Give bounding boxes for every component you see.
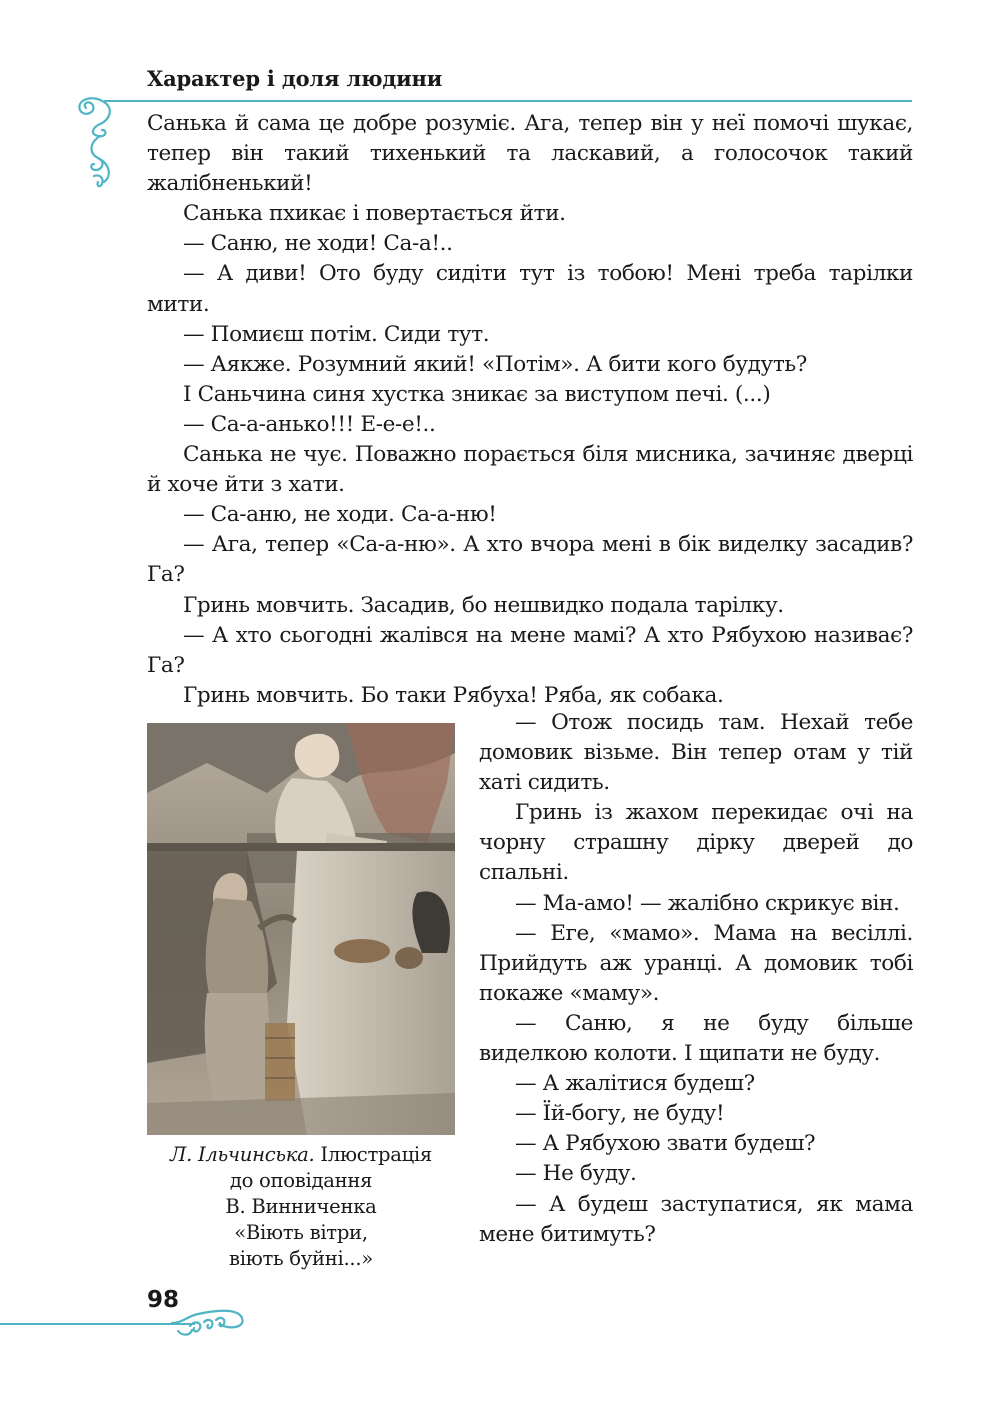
- paragraph: — А будеш заступатися, як мама мене битимуть?: [479, 1191, 913, 1247]
- paragraph: — А жалітися будеш?: [515, 1071, 755, 1097]
- paragraph: — А Рябухою звати будеш?: [515, 1131, 816, 1157]
- paragraph: — Помиєш потім. Сиди тут.: [183, 321, 490, 347]
- paragraph: — Саню, я не буду більше виделкою колоти. І щипати не буду.: [479, 1010, 913, 1067]
- paragraph: І Саньчина синя хустка зникає за виступом печі. (...): [183, 381, 771, 407]
- swirl-ornament-icon: [70, 90, 130, 200]
- paragraph: — Са-а-анько!!! Е-е-е!..: [183, 411, 436, 437]
- paragraph: Гринь мовчить. Засадив, бо нешвидко подала тарілку.: [183, 592, 784, 618]
- paragraph: Санька не чує. Поважно порається біля мисника, зачиняє дверці й хоче йти з хати.: [147, 442, 913, 498]
- caption-line2: до оповідання: [229, 1169, 373, 1192]
- page-number: 98: [147, 1287, 180, 1313]
- footer-rule: [0, 1323, 195, 1325]
- paragraph: — Саню, не ходи! Са-а!..: [183, 231, 453, 257]
- caption-line3: В. Винниченка: [225, 1195, 377, 1218]
- paragraph: — Аякже. Розумний який! «Потім». А бити кого будуть?: [183, 351, 807, 377]
- caption-line4: «Віють вітри,: [234, 1221, 368, 1244]
- caption-author: Л. Ільчинська.: [170, 1143, 315, 1166]
- paragraph: Санька й сама це добре розуміє. Ага, тепер він у неї помочі шукає, тепер він такий тихенький та ласкавий, а голосочок такий жалібненький!: [147, 111, 913, 197]
- illustration-image: [147, 723, 455, 1135]
- header-rule: [104, 100, 912, 102]
- paragraph: Гринь мовчить. Бо таки Рябуха! Ряба, як собака.: [183, 682, 724, 708]
- caption-line5: віють буйні...»: [229, 1247, 373, 1270]
- paragraph: — Са-аню, не ходи. Са-а-ню!: [183, 502, 497, 528]
- caption-line1: Ілюстрація: [314, 1143, 432, 1166]
- illustration-drawing: [147, 723, 455, 1135]
- swirl-ornament-icon: [168, 1296, 248, 1340]
- paragraph: Гринь із жахом перекидає очі на чорну страшну дірку дверей до спальні.: [479, 800, 913, 886]
- section-title: Характер і доля людини: [147, 66, 443, 91]
- paragraph: — Не буду.: [515, 1161, 637, 1187]
- paragraph: — Ага, тепер «Са-а-ню». А хто вчора мені в бік виделку засадив? Га?: [147, 532, 913, 588]
- paragraph: — А хто сьогодні жалівся на мене мамі? А хто Рябухою називає? Га?: [147, 622, 913, 678]
- main-text-right: [479, 708, 913, 1250]
- paragraph: — Їй-богу, не буду!: [515, 1101, 725, 1127]
- paragraph: — Ма-амо! — жалібно скрикує він.: [515, 890, 900, 916]
- paragraph: — Еге, «мамо». Мама на весіллі. Прийдуть аж уранці. А домовик тобі покаже «маму».: [479, 920, 913, 1006]
- main-text-top: [147, 109, 913, 711]
- paragraph: — А диви! Ото буду сидіти тут із тобою! Мені треба тарілки мити.: [147, 261, 913, 317]
- illustration-caption: [147, 1142, 455, 1272]
- paragraph: — Отож посидь там. Нехай тебе домовик візьме. Він тепер отам у тій хаті сидить.: [479, 710, 913, 796]
- paragraph: Санька пхикає і повертається йти.: [183, 201, 566, 227]
